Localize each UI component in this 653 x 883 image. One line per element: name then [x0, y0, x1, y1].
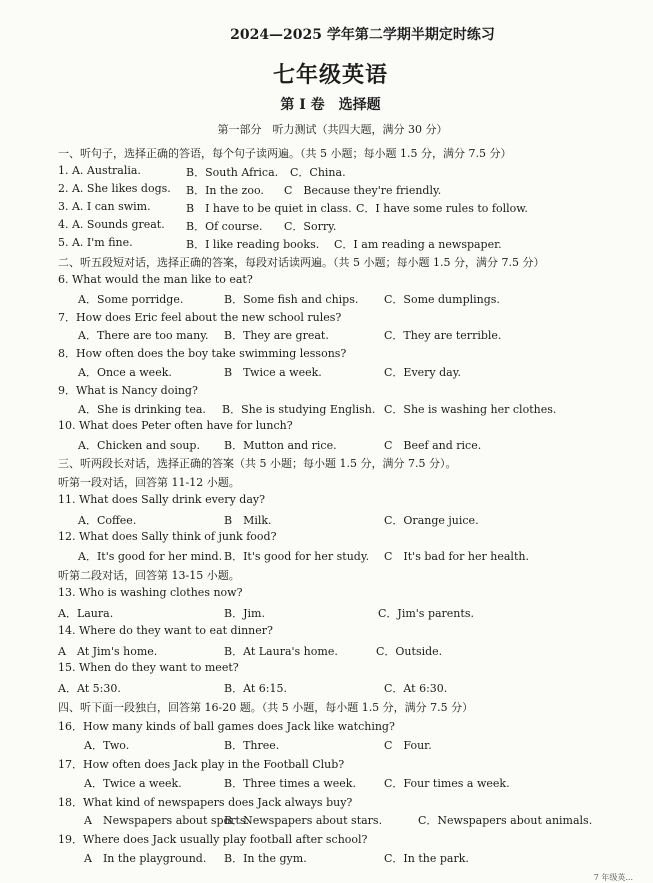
option-c[interactable]: C．In the park. — [384, 852, 469, 865]
option-a[interactable]: 4. A. Sounds great. — [58, 218, 165, 231]
question-stem: 12. What does Sally think of junk food? — [58, 530, 277, 543]
option-a[interactable]: A．It's good for her mind. — [78, 550, 223, 563]
option-a[interactable]: A．At 5:30. — [58, 682, 121, 695]
question-stem: 18．What kind of newspapers does Jack always buy? — [58, 796, 353, 809]
page-footer: 7 年级英... — [593, 873, 633, 882]
option-c[interactable]: C．I have some rules to follow. — [356, 202, 528, 215]
option-c[interactable]: C．Outside. — [376, 645, 443, 658]
option-a[interactable]: 5. A. I'm fine. — [58, 236, 133, 249]
option-a[interactable]: A．Laura. — [58, 607, 114, 620]
option-c[interactable]: C．Every day. — [384, 366, 461, 379]
option-c[interactable]: C．Four times a week. — [384, 777, 510, 790]
option-c[interactable]: C It's bad for her health. — [384, 550, 529, 563]
option-b[interactable]: B．South Africa. — [186, 166, 279, 179]
option-a[interactable]: 1. A. Australia. — [58, 164, 141, 177]
option-c[interactable]: C．Orange juice. — [384, 514, 479, 527]
option-c[interactable]: C．China. — [290, 166, 346, 179]
option-b[interactable]: B Milk. — [224, 514, 272, 527]
option-a[interactable]: A．Two. — [84, 739, 130, 752]
option-b[interactable]: B．Newspapers about stars. — [224, 814, 383, 827]
option-c[interactable]: C．I am reading a newspaper. — [334, 238, 502, 251]
option-b[interactable]: B．In the gym. — [224, 852, 307, 865]
question-stem: 8．How often does the boy take swimming lessons? — [58, 347, 347, 360]
option-b[interactable]: B．Of course. — [186, 220, 263, 233]
option-a[interactable]: A．Chicken and soup. — [78, 439, 200, 452]
option-a[interactable]: A．She is drinking tea. — [78, 403, 206, 416]
question-stem: 11. What does Sally drink every day? — [58, 493, 265, 506]
section-3-instruction-1: 听第一段对话，回答第 11-12 小题。 — [58, 476, 240, 489]
option-b[interactable]: B．At Laura's home. — [224, 645, 338, 658]
option-c[interactable]: C．Some dumplings. — [384, 293, 500, 306]
option-b[interactable]: B．At 6:15. — [224, 682, 287, 695]
question-stem: 16．How many kinds of ball games does Jack like watching? — [58, 720, 395, 733]
option-b[interactable]: B．I like reading books. — [186, 238, 320, 251]
question-stem: 13. Who is washing clothes now? — [58, 586, 243, 599]
option-b[interactable]: B．She is studying English. — [222, 403, 376, 416]
option-b[interactable]: B．Some fish and chips. — [224, 293, 359, 306]
option-b[interactable]: B Twice a week. — [224, 366, 322, 379]
volume-heading: 第 I 卷 选择题 — [280, 97, 381, 113]
option-c[interactable]: C Four. — [384, 739, 432, 752]
question-stem: 14. Where do they want to eat dinner? — [58, 624, 273, 637]
option-b[interactable]: B．Mutton and rice. — [224, 439, 337, 452]
option-c[interactable]: C．Jim's parents. — [378, 607, 474, 620]
section-3-instruction-2: 听第二段对话，回答第 13-15 小题。 — [58, 569, 240, 582]
option-c[interactable]: C．Newspapers about animals. — [418, 814, 593, 827]
section-2-heading: 二、听五段短对话，选择正确的答案，每段对话读两遍。（共 5 小题；每小题 1.5 分，满分 7.5 分） — [58, 256, 545, 269]
section-1-heading: 一、听句子，选择正确的答语，每个句子读两遍。（共 5 小题；每小题 1.5 分，满分 7.5 分） — [58, 147, 512, 160]
option-a[interactable]: A At Jim's home. — [58, 645, 158, 658]
question-stem: 10. What does Peter often have for lunch? — [58, 419, 293, 432]
option-b[interactable]: B．They are great. — [224, 329, 329, 342]
option-a[interactable]: A．Once a week. — [78, 366, 172, 379]
option-b[interactable]: B．Jim. — [224, 607, 265, 620]
option-c[interactable]: C Because they're friendly. — [284, 184, 442, 197]
option-a[interactable]: A．Some porridge. — [78, 293, 184, 306]
term-heading: 2024—2025 学年第二学期半期定时练习 — [230, 27, 495, 43]
question-stem: 15. When do they want to meet? — [58, 661, 239, 674]
option-b[interactable]: B I have to be quiet in class. — [186, 202, 352, 215]
section-3-heading: 三、听两段长对话，选择正确的答案（共 5 小题；每小题 1.5 分，满分 7.5 分）。 — [58, 457, 457, 470]
option-a[interactable]: A In the playground. — [84, 852, 207, 865]
option-a[interactable]: 2. A. She likes dogs. — [58, 182, 171, 195]
option-a[interactable]: A Newspapers about sports. — [84, 814, 250, 827]
question-stem: 6. What would the man like to eat? — [58, 273, 253, 286]
section-4-heading: 四、听下面一段独白，回答第 16-20 题。（共 5 小题，每小题 1.5 分，满分 7.5 分） — [58, 701, 474, 714]
option-c[interactable]: C．She is washing her clothes. — [384, 403, 557, 416]
option-c[interactable]: C．They are terrible. — [384, 329, 502, 342]
question-stem: 9．What is Nancy doing? — [58, 384, 198, 397]
option-b[interactable]: B．It's good for her study. — [224, 550, 370, 563]
page-title: 七年级英语 — [272, 62, 388, 88]
question-stem: 19．Where does Jack usually play football after school? — [58, 833, 368, 846]
option-c[interactable]: C．Sorry. — [284, 220, 337, 233]
part-heading: 第一部分 听力测试（共四大题，满分 30 分） — [217, 123, 448, 136]
option-a[interactable]: A．There are too many. — [78, 329, 209, 342]
option-b[interactable]: B．In the zoo. — [186, 184, 264, 197]
option-a[interactable]: A．Twice a week. — [84, 777, 182, 790]
question-stem: 17．How often does Jack play in the Football Club? — [58, 758, 345, 771]
option-b[interactable]: B．Three. — [224, 739, 280, 752]
question-stem: 7．How does Eric feel about the new school rules? — [58, 311, 342, 324]
option-c[interactable]: C．At 6:30. — [384, 682, 448, 695]
option-a[interactable]: A．Coffee. — [78, 514, 137, 527]
option-c[interactable]: C Beef and rice. — [384, 439, 482, 452]
option-b[interactable]: B．Three times a week. — [224, 777, 356, 790]
option-a[interactable]: 3. A. I can swim. — [58, 200, 151, 213]
